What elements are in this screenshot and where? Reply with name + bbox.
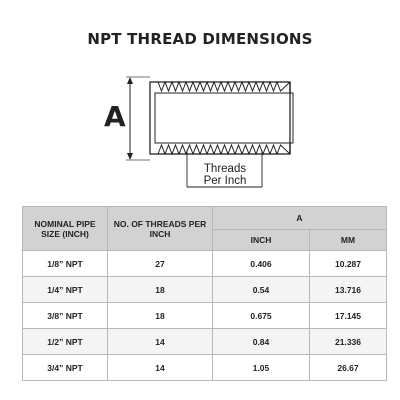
cell-size: 1/2” NPT [23, 329, 108, 355]
header-inch: INCH [213, 230, 310, 251]
cell-size: 1/8” NPT [23, 251, 108, 277]
cell-mm: 21.336 [310, 329, 387, 355]
cell-mm: 17.145 [310, 303, 387, 329]
cell-mm: 10.287 [310, 251, 387, 277]
cell-inch: 0.675 [213, 303, 310, 329]
table-row [23, 303, 387, 329]
cell-inch: 0.54 [213, 277, 310, 303]
header-a: A [213, 207, 387, 230]
callout-line-1: Threads [203, 163, 247, 175]
cell-inch: 0.406 [213, 251, 310, 277]
cell-threads: 27 [108, 251, 213, 277]
cell-mm: 26.67 [310, 355, 387, 381]
cell-inch: 1.05 [213, 355, 310, 381]
dimension-label: A [104, 100, 126, 133]
page-title: NPT THREAD DIMENSIONS [87, 30, 313, 48]
callout-line-2: Per Inch [203, 175, 247, 187]
cell-threads: 18 [108, 303, 213, 329]
cell-size: 1/4” NPT [23, 277, 108, 303]
npt-dimensions-table [22, 206, 387, 381]
table-row [23, 277, 387, 303]
dimension-arrow-top [127, 77, 133, 84]
table-row [23, 251, 387, 277]
cell-threads: 18 [108, 277, 213, 303]
threads-per-inch-callout [190, 163, 260, 187]
cell-threads: 14 [108, 355, 213, 381]
header-nominal: NOMINAL PIPE SIZE (INCH) [23, 207, 108, 251]
cell-mm: 13.716 [310, 277, 387, 303]
table-row [23, 329, 387, 355]
header-mm: MM [310, 230, 387, 251]
header-threads: NO. OF THREADS PER INCH [108, 207, 213, 251]
cell-inch: 0.84 [213, 329, 310, 355]
cell-threads: 14 [108, 329, 213, 355]
table-row [23, 355, 387, 381]
cell-size: 3/4” NPT [23, 355, 108, 381]
pipe-bore [155, 93, 293, 143]
dimension-arrow-bottom [127, 153, 133, 160]
cell-size: 3/8” NPT [23, 303, 108, 329]
